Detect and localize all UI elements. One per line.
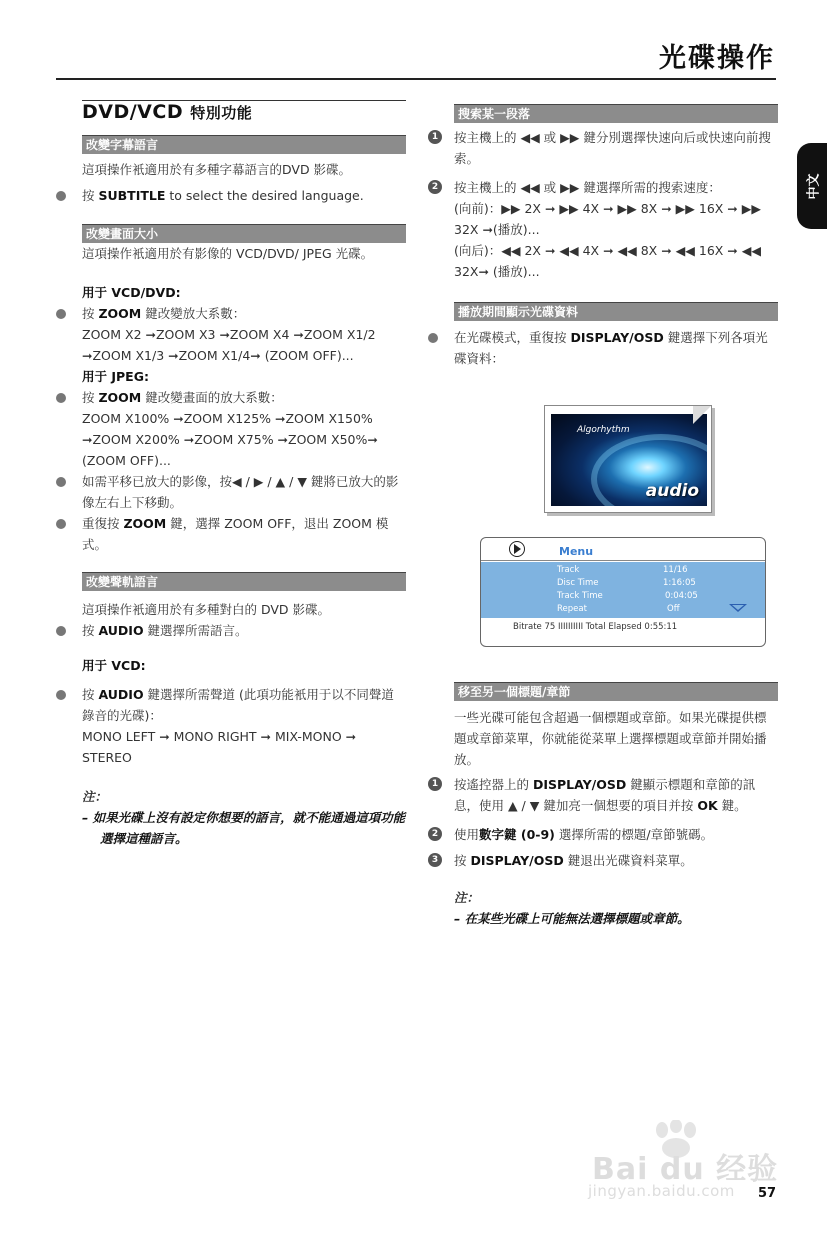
bullet-icon — [428, 333, 438, 343]
audio-dvd-step: 按 AUDIO 鍵選擇所需語言。 — [56, 620, 406, 641]
audio-section-bar: 改變聲軌語言 — [82, 572, 406, 591]
top-rule — [56, 78, 776, 80]
title-chapter-step-1: 1 按遙控器上的 DISPLAY/OSD 鍵顯示標題和章節的訊息，使用 ▲ / ▼ 鍵加亮一個想要的項目并按 OK 鍵。 — [428, 774, 778, 816]
audio-vcd-step: 按 AUDIO 鍵選擇所需聲道 (此項功能衹用于以不同聲道錄音的光碟)： MONO LEFT ➞ MONO RIGHT ➞ MIX-MONO ➞ STEREO — [56, 684, 406, 768]
disc-label: audio — [645, 481, 699, 501]
bullet-icon — [56, 309, 66, 319]
note-text: – 如果光碟上沒有設定你想要的語言，就不能通過這項功能選擇這種語言。 — [82, 810, 406, 846]
step-number-icon: 2 — [428, 180, 442, 194]
step-number-icon: 1 — [428, 130, 442, 144]
zoom-desc: 這項操作衹適用於有影像的 VCD/DVD/ JPEG 光碟。 — [82, 246, 374, 261]
zoom-off-step: 重復按 ZOOM 鍵，選擇 ZOOM OFF，退出 ZOOM 模式。 — [56, 513, 406, 555]
search-section-bar: 搜索某一段落 — [454, 104, 778, 123]
zoom-jpeg-sequence: ZOOM X100% ➞ZOOM X125% ➞ZOOM X150% ➞ZOOM X200% ➞ZOOM X75% ➞ZOOM X50%➞ (ZOOM OFF)... — [82, 411, 378, 468]
audio-vcd-sequence: MONO LEFT ➞ MONO RIGHT ➞ MIX-MONO ➞ STEREO — [82, 729, 357, 765]
search-step-1: 1 按主機上的 ◀◀ 或 ▶▶ 鍵分別選擇快速向后或快速向前搜索。 — [428, 127, 778, 169]
language-tab — [797, 143, 827, 229]
left-column — [56, 100, 406, 849]
osd-row: Track Time 0:04:05 — [557, 591, 698, 601]
zoom-vcd-step: 按 ZOOM 鍵改變放大系數： ZOOM X2 ➞ZOOM X3 ➞ZOOM X4 ➞ZOOM X1/2 ➞ZOOM X1/3 ➞ZOOM X1/4➞ (ZOOM OFF)... — [56, 303, 406, 366]
osd-menu-screen — [480, 537, 766, 647]
osd-status-bar: Bitrate 75 IIIIIIIIII Total Elapsed 0:55:11 — [513, 622, 678, 632]
step-number-icon: 1 — [428, 777, 442, 791]
note-text: – 在某些光碟上可能無法選擇標題或章節。 — [454, 911, 690, 926]
osd-row: Disc Time 1:16:05 — [557, 578, 696, 588]
audio-desc: 這項操作衹適用於有多種對白的 DVD 影碟。 — [82, 602, 331, 617]
zoom-jpeg-heading: 用于 JPEG: — [82, 369, 149, 384]
audio-disc-illustration — [544, 405, 716, 517]
play-icon — [509, 541, 525, 557]
osd-row: Track 11/16 — [557, 565, 688, 575]
bullet-icon — [56, 690, 66, 700]
heading-en: DVD/VCD — [82, 101, 184, 123]
disc-info-section-bar: 播放期間顯示光碟資料 — [454, 302, 778, 321]
page-curl-icon — [693, 406, 711, 424]
subtitle-key: SUBTITLE — [98, 188, 166, 203]
bullet-icon — [56, 191, 66, 201]
bullet-icon — [56, 393, 66, 403]
page-title: 光碟操作 — [659, 43, 775, 74]
scroll-down-icon — [729, 604, 747, 612]
note-heading: 注： — [82, 789, 108, 804]
step-number-icon: 2 — [428, 827, 442, 841]
osd-menu-title: Menu — [559, 545, 594, 558]
bullet-icon — [56, 519, 66, 529]
zoom-section-bar: 改變畫面大小 — [82, 224, 406, 243]
zoom-vcd-heading: 用于 VCD/DVD: — [82, 285, 181, 300]
watermark-url: jingyan.baidu.com — [588, 1182, 735, 1200]
disc-frame — [544, 405, 712, 513]
zoom-vcd-sequence: ZOOM X2 ➞ZOOM X3 ➞ZOOM X4 ➞ZOOM X1/2 ➞ZOOM X1/3 ➞ZOOM X1/4➞ (ZOOM OFF)... — [82, 327, 376, 363]
subtitle-section-bar: 改變字幕語言 — [82, 135, 406, 154]
watermark-logo: Bai du 经验 — [592, 1152, 779, 1187]
search-backward-sequence: (向后)：◀◀ 2X ➞ ◀◀ 4X ➞ ◀◀ 8X ➞ ◀◀ 16X ➞ ◀◀ 32X➞ (播放)... — [454, 243, 761, 279]
search-step-2: 2 按主機上的 ◀◀ 或 ▶▶ 鍵選擇所需的搜索速度： (向前)：▶▶ 2X ➞ ▶▶ 4X ➞ ▶▶ 8X ➞ ▶▶ 16X ➞ ▶▶ 32X ➞(播放)... (向后)：◀◀ 2X ➞ ◀◀ 4X ➞ ◀◀ 8X ➞ ◀◀ 16X ➞ ◀◀ 32X➞ (播放)... — [428, 177, 778, 282]
note-heading: 注： — [454, 890, 480, 905]
title-chapter-step-2: 2 使用數字鍵 (0-9) 選擇所需的標題/章節號碼。 — [428, 824, 778, 845]
subtitle-desc: 這項操作衹適用於有多種字幕語言的DVD 影碟。 — [82, 162, 352, 177]
language-tab-label: 中文 — [806, 172, 822, 200]
section-heading — [82, 100, 406, 130]
zoom-pan-step: 如需平移已放大的影像，按◀ / ▶ / ▲ / ▼ 鍵將已放大的影像左右上下移動。 — [56, 471, 406, 513]
bullet-icon — [56, 626, 66, 636]
osd-row: Repeat Off — [557, 604, 680, 614]
title-chapter-step-3: 3 按 DISPLAY/OSD 鍵退出光碟資料菜單。 — [428, 850, 778, 871]
subtitle-step: 按 SUBTITLE to select the desired language. — [56, 185, 406, 206]
page-number: 57 — [758, 1186, 777, 1201]
disc-image — [551, 414, 707, 506]
osd-info-panel — [481, 562, 766, 618]
heading-zh: 特別功能 — [190, 104, 253, 122]
step-number-icon: 3 — [428, 853, 442, 867]
audio-vcd-heading: 用于 VCD: — [82, 658, 146, 673]
disc-info-step: 在光碟模式，重復按 DISPLAY/OSD 鍵選擇下列各項光碟資料： — [428, 327, 778, 369]
disc-script-text: Algorhythm — [577, 425, 630, 435]
title-chapter-desc: 一些光碟可能包含超過一個標題或章節。如果光碟提供標題或章節菜單，你就能從菜單上選擇標題或章節并開始播放。 — [454, 710, 767, 767]
bullet-icon — [56, 477, 66, 487]
zoom-jpeg-step: 按 ZOOM 鍵改變畫面的放大系數： ZOOM X100% ➞ZOOM X125% ➞ZOOM X150% ➞ZOOM X200% ➞ZOOM X75% ➞ZOOM X50%➞ (ZOOM OFF)... — [56, 387, 406, 471]
search-forward-sequence: (向前)：▶▶ 2X ➞ ▶▶ 4X ➞ ▶▶ 8X ➞ ▶▶ 16X ➞ ▶▶ 32X ➞(播放)... — [454, 201, 761, 237]
right-column — [428, 100, 778, 929]
title-chapter-section-bar: 移至另一個標題/章節 — [454, 682, 778, 701]
